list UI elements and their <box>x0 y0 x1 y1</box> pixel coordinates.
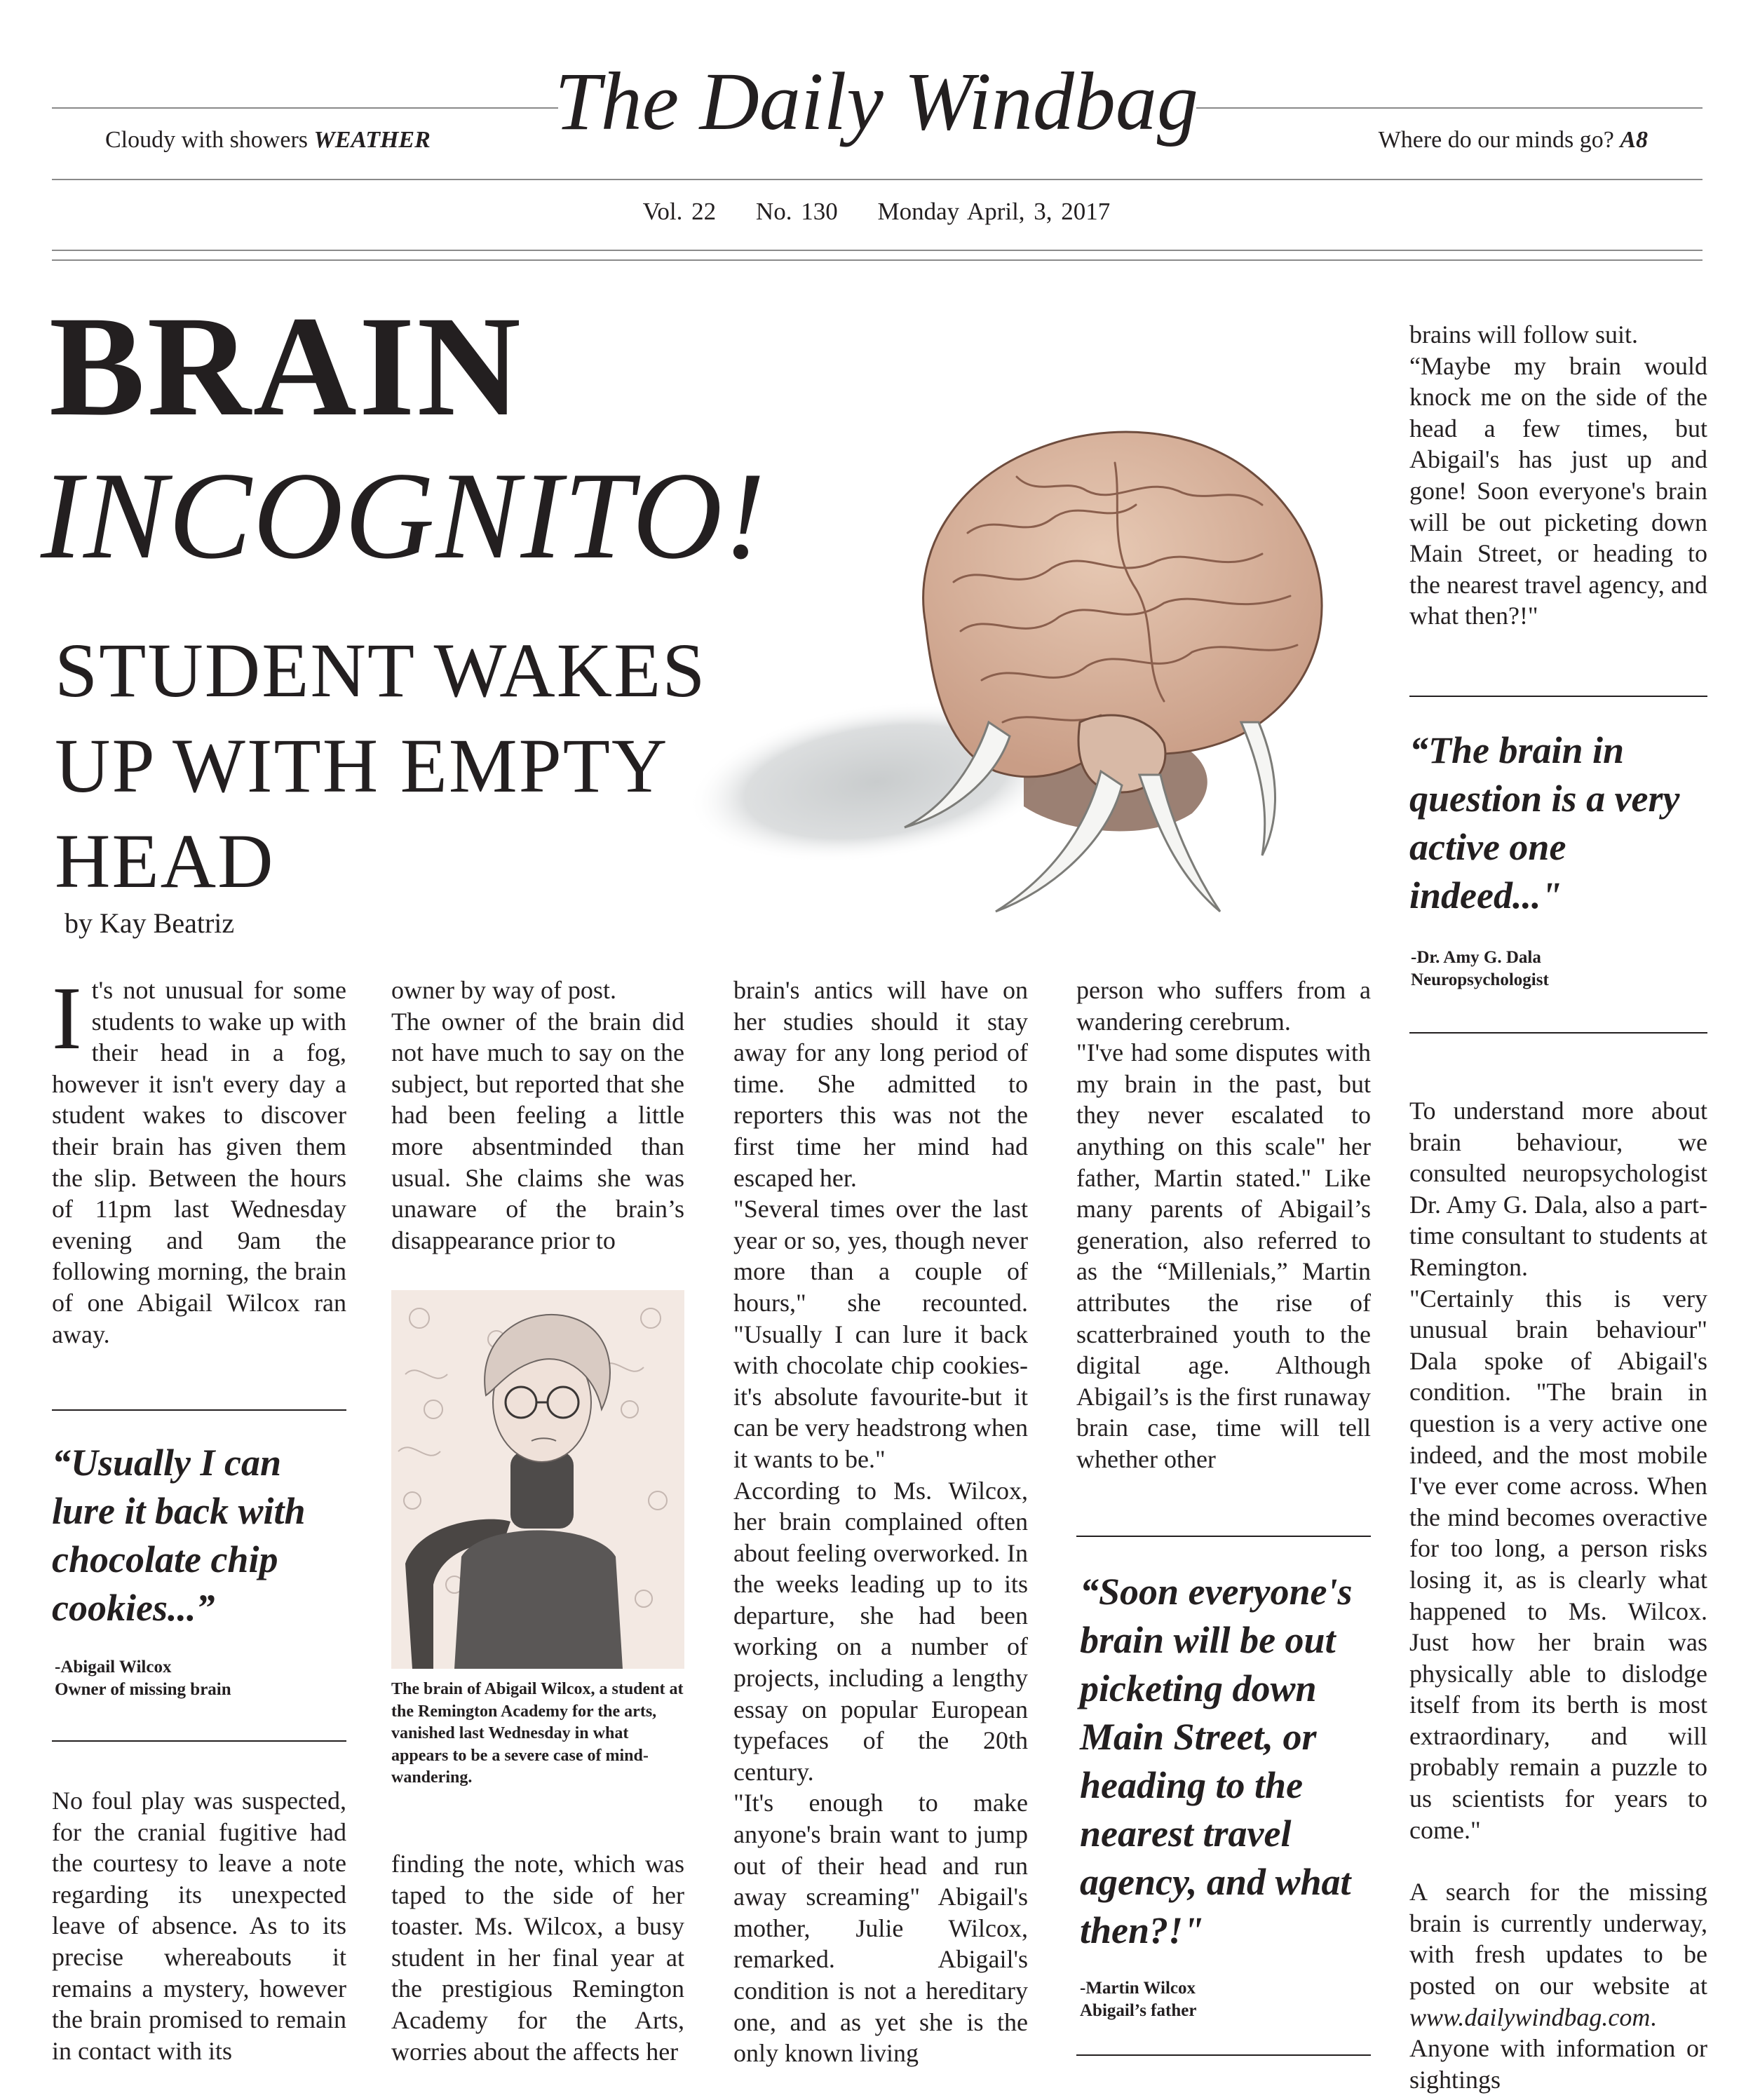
pullquote-dala: “The brain in question is a very active one indeed..." <box>1409 729 1680 916</box>
headline-incognito: INCOGNITO! <box>41 446 767 585</box>
article-col2-p3: finding the note, which was taped to the side of her toaster. Ms. Wilcox, a busy student in her final year at the prestigious Remington Academy for the Arts, worries about the affects her <box>391 1850 684 2066</box>
folio-rule-top <box>52 179 1703 180</box>
weather-label: WEATHER <box>313 127 431 153</box>
portrait-neck <box>510 1451 574 1529</box>
pullquote2-rule-top <box>1076 1536 1371 1537</box>
pullquote-abigail-role: Owner of missing brain <box>55 1680 231 1699</box>
article-col3-p2: "Several times over the last year or so, yes, though never more than a couple of hours," she recounted. "Usually I can lure it back with chocolate chip cookies-it's absolute favourite-but it can be very headstrong when it wants to be." <box>733 1195 1028 1473</box>
pullquote-martin-attribution <box>1080 1977 1374 2022</box>
pullquote-dala-attribution <box>1411 947 1705 991</box>
weather-text: Cloudy with showers <box>105 127 308 153</box>
portrait-sweater <box>454 1531 623 1669</box>
article-col2-p1: owner by way of post. <box>391 976 616 1004</box>
article-column-2-continued <box>391 1848 684 2067</box>
article-col4-p1: person who suffers from a wandering cerebrum. <box>1076 976 1371 1036</box>
article-col5-p5-b: . Anyone with information or sightings <box>1409 2003 1707 2094</box>
subheadline: STUDENT WAKES UP WITH EMPTY HEAD <box>55 628 707 904</box>
pullquote1-rule-top <box>52 1409 346 1411</box>
pullquote-martin-name: -Martin Wilcox <box>1080 1979 1196 1998</box>
pullquote-dala-role: Neuropsychologist <box>1411 970 1549 989</box>
article-column-5-continued <box>1409 1095 1707 2095</box>
pullquote2-rule-bottom <box>1076 2054 1371 2056</box>
pullquote-martin-role: Abigail’s father <box>1080 2001 1197 2020</box>
teaser-text: Where do our minds go? <box>1378 127 1614 153</box>
article-col3-p1: brain's antics will have on her studies should it stay away for any long period of time. She admitted to reporters this was not the first time her mind had escaped her. <box>733 976 1028 1192</box>
pullquote3-rule-bottom <box>1409 1032 1707 1034</box>
article-col1-p1: t's not unusual for some students to wake up with their head in a fog, however it isn't every day a student wakes to discover their brain has given them the slip. Between the hours of 11pm last Wednesday evening and 9am the following morning, the brain of one Abigail Wilcox ran away. <box>52 976 346 1348</box>
pullquote-abigail: “Usually I can lure it back with chocolate chip cookies...” <box>52 1442 306 1629</box>
pullquote1-rule-bottom <box>52 1740 346 1742</box>
portrait-illustration <box>391 1290 684 1669</box>
article-column-1 <box>52 968 346 1350</box>
folio-line <box>0 196 1753 227</box>
weather-ear <box>105 125 431 156</box>
pullquote-abigail-attribution <box>55 1656 349 1701</box>
article-column-4 <box>1076 975 1371 1475</box>
pullquote3-rule-top <box>1409 696 1707 697</box>
article-col4-p2: "I've had some disputes with my brain in the past, but they never escalated to anything on this scale" her father, Martin stated." Like many parents of Abigail’s generation, also referred to as the “Millenials,” Martin attributes the rise of scatterbrained youth to the digital age. Although Abigail’s is the first runaway brain case, time will tell whether other <box>1076 1038 1371 1473</box>
article-col5-p2: “Maybe my brain would knock me on the side of the head a few times, but Abigail's has just up and gone! Soon everyone's brain will be out picketing down Main Street, or heading to the nearest travel agency, and what then?!" <box>1409 351 1707 630</box>
issue-number: No. 130 <box>755 198 838 225</box>
article-column-5 <box>1409 319 1707 632</box>
article-col5-p3: To understand more about brain behaviour, we consulted neuropsychologist Dr. Amy G. Dala, also a part-time consultant to students at Remington. <box>1409 1097 1707 1281</box>
issue-date: Monday April, 3, 2017 <box>877 198 1111 225</box>
drop-cap: I <box>52 968 82 1068</box>
article-col3-p3: According to Ms. Wilcox, her brain complained often about feeling overworked. In the weeks leading up to its departure, she had been working on a number of projects, including a lengthy essay on popular European typefaces of the 20th century. <box>733 1476 1028 1786</box>
article-column-3 <box>733 975 1028 2069</box>
article-column-2 <box>391 975 684 1256</box>
article-col5-p5-a: A search for the missing brain is currently underway, with fresh updates to be posted on our website at <box>1409 1878 1707 2000</box>
article-col5-p5 <box>1409 1876 1707 2095</box>
article-col5-p4: "Certainly this is very unusual brain behaviour" Dala spoke of Abigail's condition. "The brain in question is a very active one indeed, and the most mobile I've ever come across. When the mind becomes overactive for too long, a person risks losing it, as is clearly what happened to Ms. Wilcox. Just how her brain was physically able to dislodge itself from its berth is most extraordinary, and will probably remain a puzzle to us scientists for years to come." <box>1409 1284 1707 1844</box>
article-col2-p2: The owner of the brain did not have much to say on the subject, but reported that she had been feeling a little more absentminded than usual. She claims she was unaware of the brain’s disappearance prior to <box>391 1007 684 1254</box>
abigail-portrait-photo <box>391 1290 684 1669</box>
article-col5-p1: brains will follow suit. <box>1409 320 1638 348</box>
photo-caption: The brain of Abigail Wilcox, a student at the Remington Academy for the arts, vanished last Wednesday in what appears to be a severe case of mind-wandering. <box>391 1680 684 1787</box>
pullquote-dala-name: -Dr. Amy G. Dala <box>1411 948 1541 967</box>
article-col3-p4: "It's enough to make anyone's brain want to jump out of their head and run away screaming" Abigail's mother, Julie Wilcox, remarked. Abigail's condition is not a hereditary one, and as yet she is the only known living <box>733 1789 1028 2068</box>
volume: Vol. 22 <box>642 198 717 225</box>
headline-brain: BRAIN <box>49 287 523 446</box>
masthead-title: The Daily Windbag <box>555 55 1198 147</box>
pullquote-martin: “Soon everyone's brain will be out picketing down Main Street, or heading to the nearest travel agency, and what then?!" <box>1080 1571 1353 1951</box>
website-link[interactable]: www.dailywindbag.com <box>1409 2003 1651 2031</box>
teaser-ear <box>1379 125 1648 156</box>
folio-rule-bottom-1 <box>52 250 1703 251</box>
teaser-page: A8 <box>1620 127 1648 153</box>
folio-rule-bottom-2 <box>52 259 1703 261</box>
byline: by Kay Beatriz <box>65 907 235 939</box>
pullquote-abigail-name: -Abigail Wilcox <box>55 1658 172 1676</box>
tusk-far-right <box>1241 722 1275 855</box>
article-column-1-continued <box>52 1785 346 2066</box>
article-col1-p2: No foul play was suspected, for the cranial fugitive had the courtesy to leave a note regarding its unexpected leave of absence. As to its precise whereabouts it remains a mystery, however the brain promised to remain in contact with its <box>52 1787 346 2065</box>
brain-walrus-illustration <box>687 393 1360 926</box>
